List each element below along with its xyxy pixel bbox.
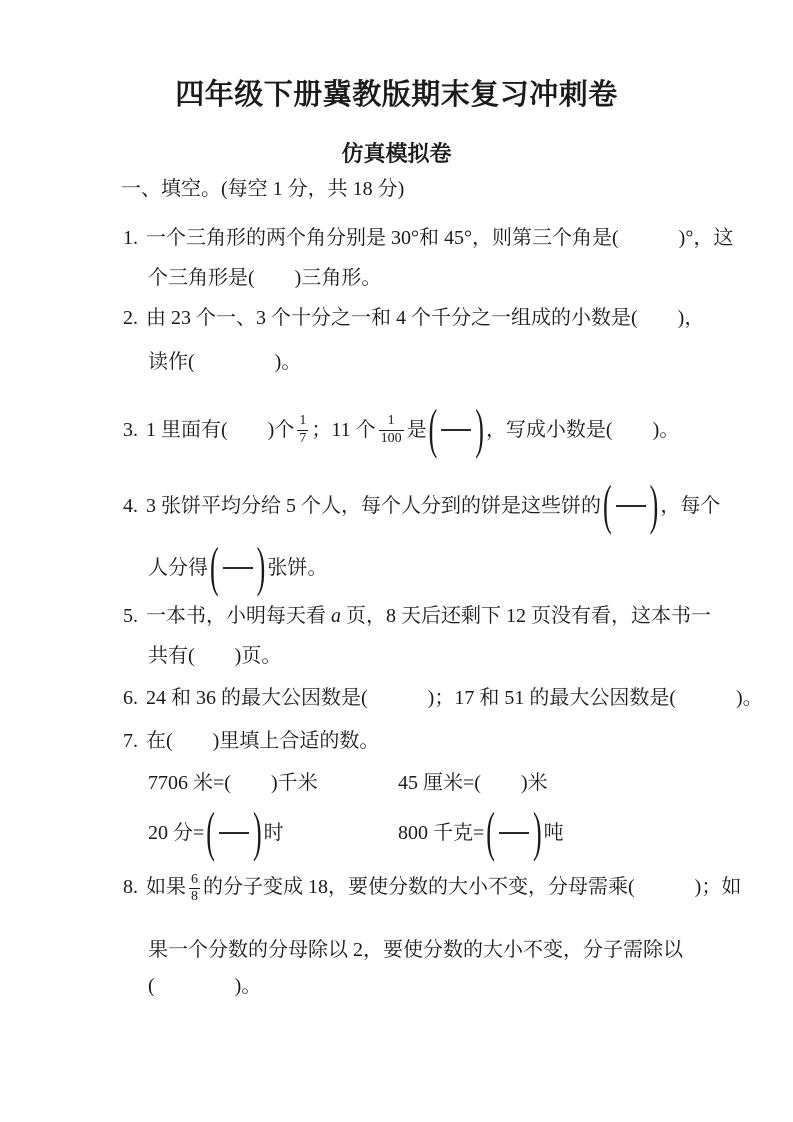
question-8-text-1: 如果	[146, 876, 186, 899]
left-paren: (	[603, 474, 612, 536]
question-7-text: 在( )里填上合适的数。	[146, 730, 380, 752]
blank-fraction	[428, 398, 484, 460]
question-7-number: 7.	[123, 730, 138, 752]
right-paren: )	[252, 801, 262, 863]
left-paren: (	[210, 536, 219, 598]
question-6-number: 6.	[123, 687, 138, 709]
question-4-text-1: 3 张饼平均分给 5 个人，每个人分到的饼是这些饼的	[146, 494, 601, 517]
question-3-text-1: 1 里面有( )个	[146, 418, 295, 441]
question-1-line-2	[148, 266, 381, 291]
question-4-line-1	[123, 476, 720, 536]
question-8-line-3	[148, 974, 261, 999]
fraction-1-7	[297, 413, 308, 446]
question-4-number: 4.	[123, 494, 138, 517]
fraction-blank-line	[223, 567, 253, 569]
question-8-text-4: ( )。	[148, 975, 262, 997]
blank-fraction	[486, 801, 542, 863]
question-3-text-2: ；11 个	[311, 418, 376, 441]
question-8-line-2	[148, 938, 683, 963]
conversion-kg-label: 800 千克=	[398, 821, 485, 844]
question-5-text-1: 一本书，小明每天看	[146, 605, 331, 627]
fraction-denominator: 7	[299, 430, 307, 446]
question-1-line-1	[123, 226, 733, 251]
conversion-hour-unit: 时	[263, 821, 284, 844]
question-5-line-1	[123, 604, 711, 629]
left-paren: (	[206, 801, 215, 863]
right-paren: )	[532, 801, 542, 863]
question-5-text-2: 页，8 天后还剩下 12 页没有看，这本书一	[341, 605, 711, 627]
fraction-numerator: 6	[191, 872, 198, 887]
question-6-text: 24 和 36 的最大公因数是( )；17 和 51 的最大公因数是( )。	[146, 687, 763, 709]
question-4-text-4: 张饼。	[267, 556, 328, 579]
fraction-blank-line	[219, 832, 249, 834]
right-paren: )	[475, 398, 484, 460]
page-title: 四年级下册冀教版期末复习冲刺卷	[175, 79, 618, 111]
question-8-text-3: 果一个分数的分母除以 2，要使分数的大小不变，分子需除以	[148, 939, 683, 961]
question-3-text-3: 是	[406, 418, 427, 441]
conversion-cm-m: 45 厘米=( )米	[398, 772, 548, 794]
question-1-text-2: 个三角形是( )三角形。	[148, 267, 382, 289]
question-3-text-4: ，写成小数是( )。	[485, 418, 680, 441]
question-2-text-2: 读作( )。	[148, 351, 302, 373]
question-8-number: 8.	[123, 876, 138, 899]
fraction-numerator: 1	[387, 413, 395, 429]
right-paren: )	[649, 474, 659, 536]
fraction-6-8	[189, 872, 200, 905]
question-6-line-1	[123, 686, 763, 711]
fraction-1-100	[379, 413, 404, 446]
blank-fraction	[603, 474, 659, 536]
right-paren: )	[256, 536, 266, 598]
question-5-line-2	[148, 644, 281, 669]
section-heading	[121, 177, 404, 202]
question-5-text-3: 共有( )页。	[148, 645, 282, 667]
question-3-number: 3.	[123, 418, 138, 441]
question-7-row-2	[148, 801, 564, 863]
question-4-text-2: ，每个	[660, 494, 721, 517]
question-1-text: 一个三角形的两个角分别是 30°和 45°，则第三个角是( )°，这	[146, 227, 734, 249]
conversion-min-label: 20 分=	[148, 821, 205, 844]
section-heading-text: 一、填空。(每空 1 分，共 18 分)	[121, 178, 405, 200]
conversion-ton-unit: 吨	[543, 821, 564, 844]
question-7-row-1	[148, 771, 548, 796]
question-5-number: 5.	[123, 605, 138, 627]
fraction-denominator: 100	[380, 430, 402, 446]
left-paren: (	[486, 801, 495, 863]
fraction-denominator: 8	[191, 889, 198, 905]
question-3-line-1	[123, 398, 679, 462]
question-2-line-2	[148, 350, 301, 375]
question-2-line-1	[123, 306, 704, 331]
blank-fraction	[206, 801, 262, 863]
question-4-line-2	[148, 536, 328, 598]
variable-a: a	[331, 605, 341, 627]
question-8-line-1	[123, 872, 741, 905]
fraction-blank-line	[441, 429, 471, 431]
left-paren: (	[428, 398, 438, 460]
conversion-meters-km: 7706 米=( )千米	[148, 772, 318, 794]
question-4-text-3: 人分得	[148, 556, 208, 579]
question-8-text-2: 的分子变成 18，要使分数的大小不变，分母需乘( )；如	[203, 876, 742, 899]
blank-fraction	[210, 536, 266, 598]
question-7-line-1	[123, 729, 379, 754]
fraction-numerator: 1	[299, 413, 307, 429]
question-2-text: 由 23 个一、3 个十分之一和 4 个千分之一组成的小数是( )，	[146, 307, 705, 329]
question-2-number: 2.	[123, 307, 138, 329]
question-1-number: 1.	[123, 227, 138, 249]
fraction-blank-line	[499, 832, 529, 834]
fraction-blank-line	[616, 505, 646, 507]
page-subtitle: 仿真模拟卷	[341, 141, 452, 166]
